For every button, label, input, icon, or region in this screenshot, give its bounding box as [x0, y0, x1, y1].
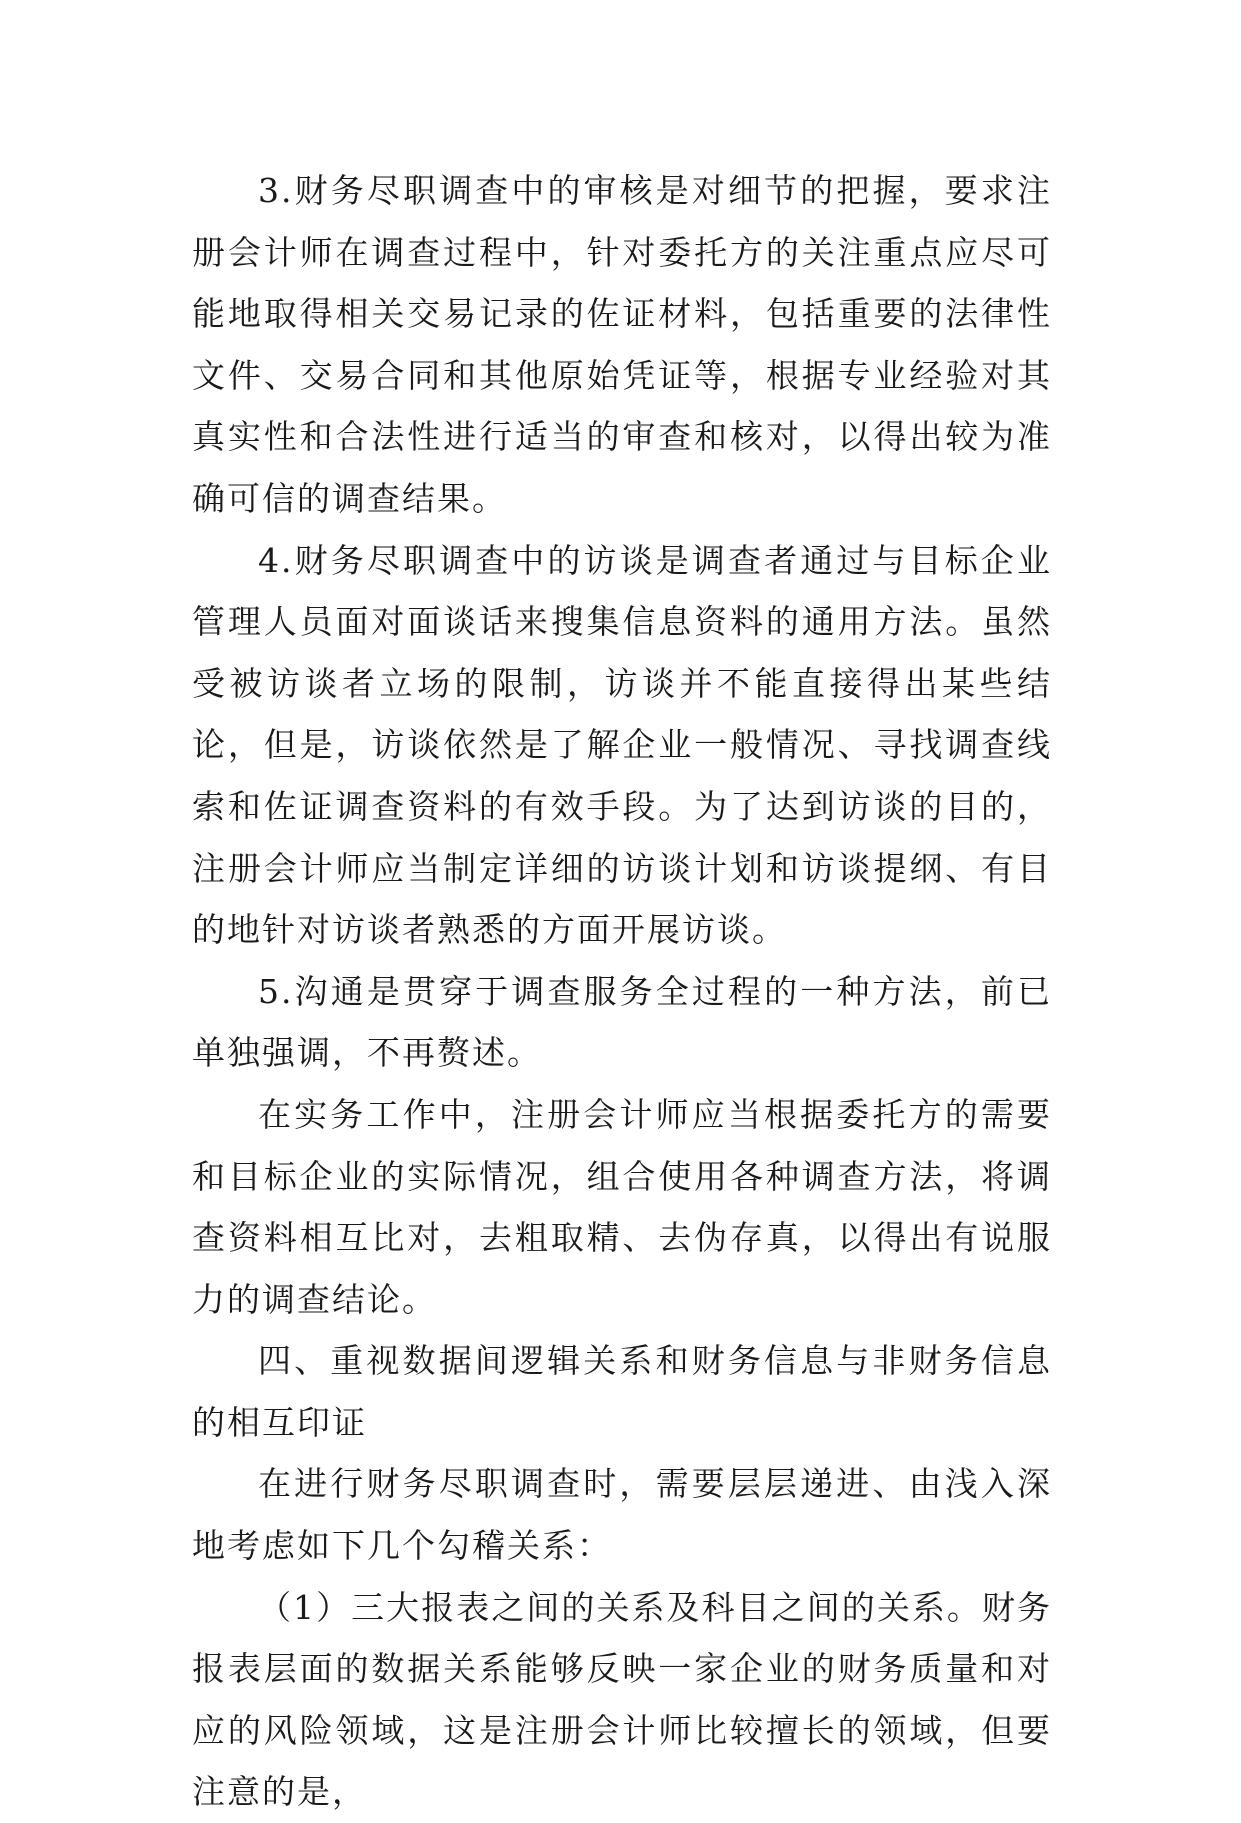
paragraph-relation-one: （1）三大报表之间的关系及科目之间的关系。财务报表层面的数据关系能够反映一家企业的财务质量和对应的风险领域，这是注册会计师比较擅长的领域，但要注意的是，: [192, 1587, 1052, 1812]
section-heading-four: 四、重视数据间逻辑关系和财务信息与非财务信息的相互印证: [192, 1341, 1052, 1442]
paragraph-relations-intro: 在进行财务尽职调查时，需要层层递进、由浅入深地考虑如下几个勾稽关系：: [192, 1464, 1052, 1566]
paragraph-practice: 在实务工作中，注册会计师应当根据委托方的需要和目标企业的实际情况，组合使用各种调查方法，将调查资料相互比对，去粗取精、去伪存真，以得出有说服力的调查结论。: [192, 1094, 1052, 1319]
paragraph-communication: 5.沟通是贯穿于调查服务全过程的一种方法，前已单独强调，不再赘述。: [192, 971, 1052, 1073]
paragraph-review: 3.财务尽职调查中的审核是对细节的把握，要求注册会计师在调查过程中，针对委托方的关注重点应尽可能地取得相关交易记录的佐证材料，包括重要的法律性文件、交易合同和其他原始凭证等，根据专业经验对其真实性和合法性进行适当的审查和核对，以得出较为准确可信的调查结果。: [192, 171, 1052, 518]
paragraph-interview: 4.财务尽职调查中的访谈是调查者通过与目标企业管理人员面对面谈话来搜集信息资料的通用方法。虽然受被访谈者立场的限制，访谈并不能直接得出某些结论，但是，访谈依然是了解企业一般情况、寻找调查线索和佐证调查资料的有效手段。为了达到访谈的目的，注册会计师应当制定详细的访谈计划和访谈提纲、有目的地针对访谈者熟悉的方面开展访谈。: [192, 540, 1052, 950]
document-body: [192, 160, 1052, 1823]
